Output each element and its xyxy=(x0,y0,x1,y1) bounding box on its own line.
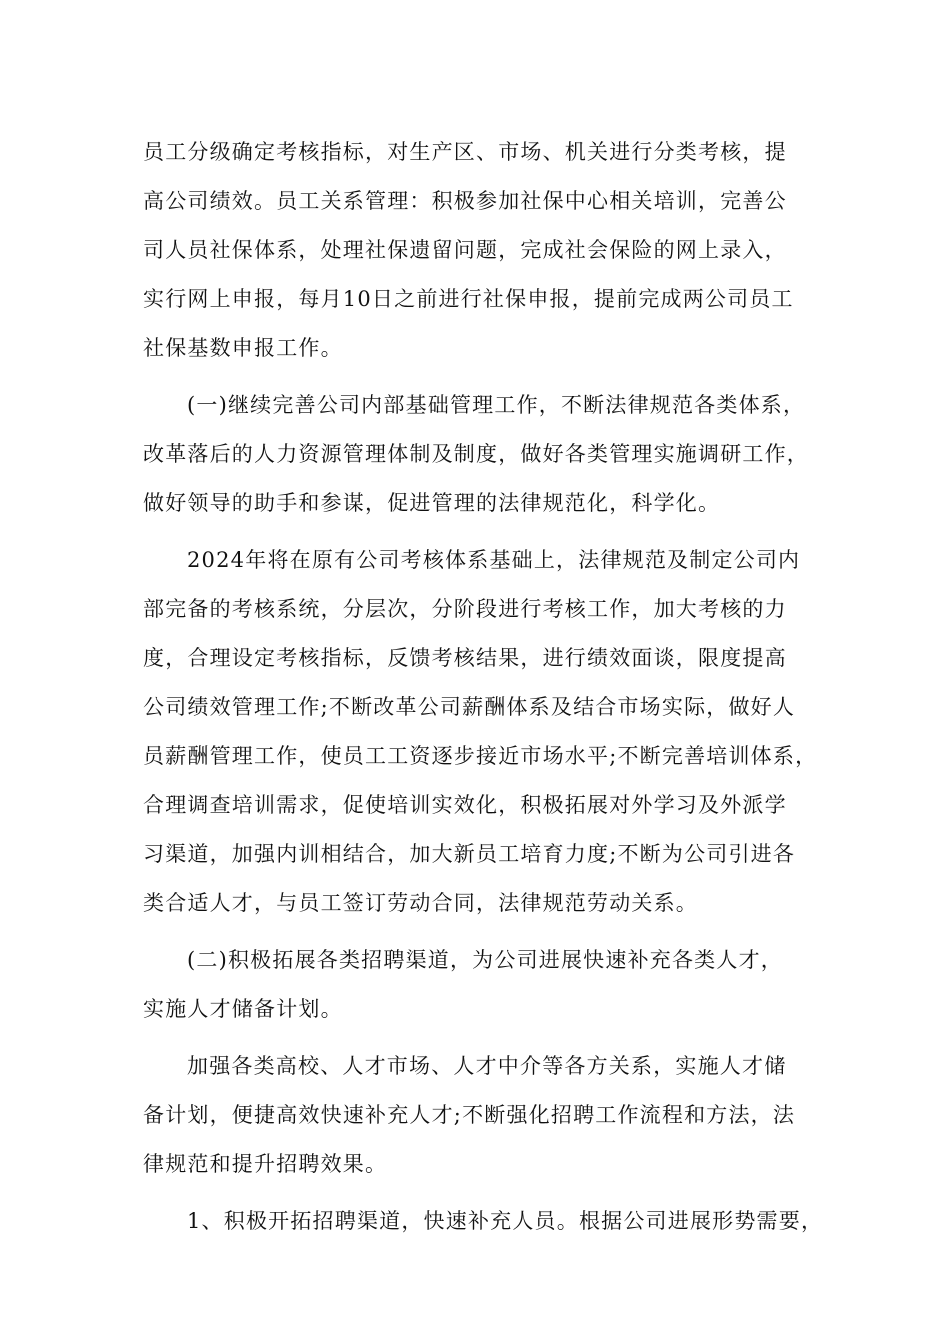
text-line: 合理调查培训需求，促使培训实效化，积极拓展对外学习及外派学 xyxy=(143,793,787,817)
text-line: 社保基数申报工作。 xyxy=(143,336,343,360)
text-line: (一)继续完善公司内部基础管理工作，不断法律规范各类体系， xyxy=(187,393,806,417)
text-line: 做好领导的助手和参谋，促进管理的法律规范化，科学化。 xyxy=(143,491,721,515)
text-line: 公司绩效管理工作;不断改革公司薪酬体系及结合市场实际，做好人 xyxy=(143,695,796,719)
paragraph-4 xyxy=(143,936,823,1034)
paragraph-2 xyxy=(143,381,823,528)
text-line: 部完备的考核系统，分层次，分阶段进行考核工作，加大考核的力 xyxy=(143,597,787,621)
paragraph-5 xyxy=(143,1042,823,1189)
paragraph-1 xyxy=(143,128,823,373)
text-line: 1、积极开拓招聘渠道，快速补充人员。根据公司进展形势需要， xyxy=(187,1209,824,1233)
text-line: 习渠道，加强内训相结合，加大新员工培育力度;不断为公司引进各 xyxy=(143,842,796,866)
text-line: 高公司绩效。员工关系管理：积极参加社保中心相关培训，完善公 xyxy=(143,189,787,213)
paragraph-3 xyxy=(143,536,823,928)
text-line: 2024年将在原有公司考核体系基础上，法律规范及制定公司内 xyxy=(187,548,801,572)
text-line: 员工分级确定考核指标，对生产区、市场、机关进行分类考核，提 xyxy=(143,140,787,164)
text-line: 备计划，便捷高效快速补充人才;不断强化招聘工作流程和方法，法 xyxy=(143,1103,796,1127)
text-line: 司人员社保体系，处理社保遗留问题，完成社会保险的网上录入， xyxy=(143,238,787,262)
document-body xyxy=(143,128,823,1254)
text-line: 员薪酬管理工作，使员工工资逐步接近市场水平;不断完善培训体系， xyxy=(143,744,818,768)
paragraph-6 xyxy=(143,1197,823,1246)
text-line: (二)积极拓展各类招聘渠道，为公司进展快速补充各类人才， xyxy=(187,948,783,972)
text-line: 加强各类高校、人才市场、人才中介等各方关系，实施人才储 xyxy=(187,1054,787,1078)
text-line: 改革落后的人力资源管理体制及制度，做好各类管理实施调研工作， xyxy=(143,442,809,466)
text-line: 律规范和提升招聘效果。 xyxy=(143,1152,388,1176)
text-line: 实行网上申报，每月10日之前进行社保申报，提前完成两公司员工 xyxy=(143,287,794,311)
text-line: 实施人才储备计划。 xyxy=(143,997,343,1021)
text-line: 类合适人才，与员工签订劳动合同，法律规范劳动关系。 xyxy=(143,891,698,915)
text-line: 度，合理设定考核指标，反馈考核结果，进行绩效面谈，限度提高 xyxy=(143,646,787,670)
